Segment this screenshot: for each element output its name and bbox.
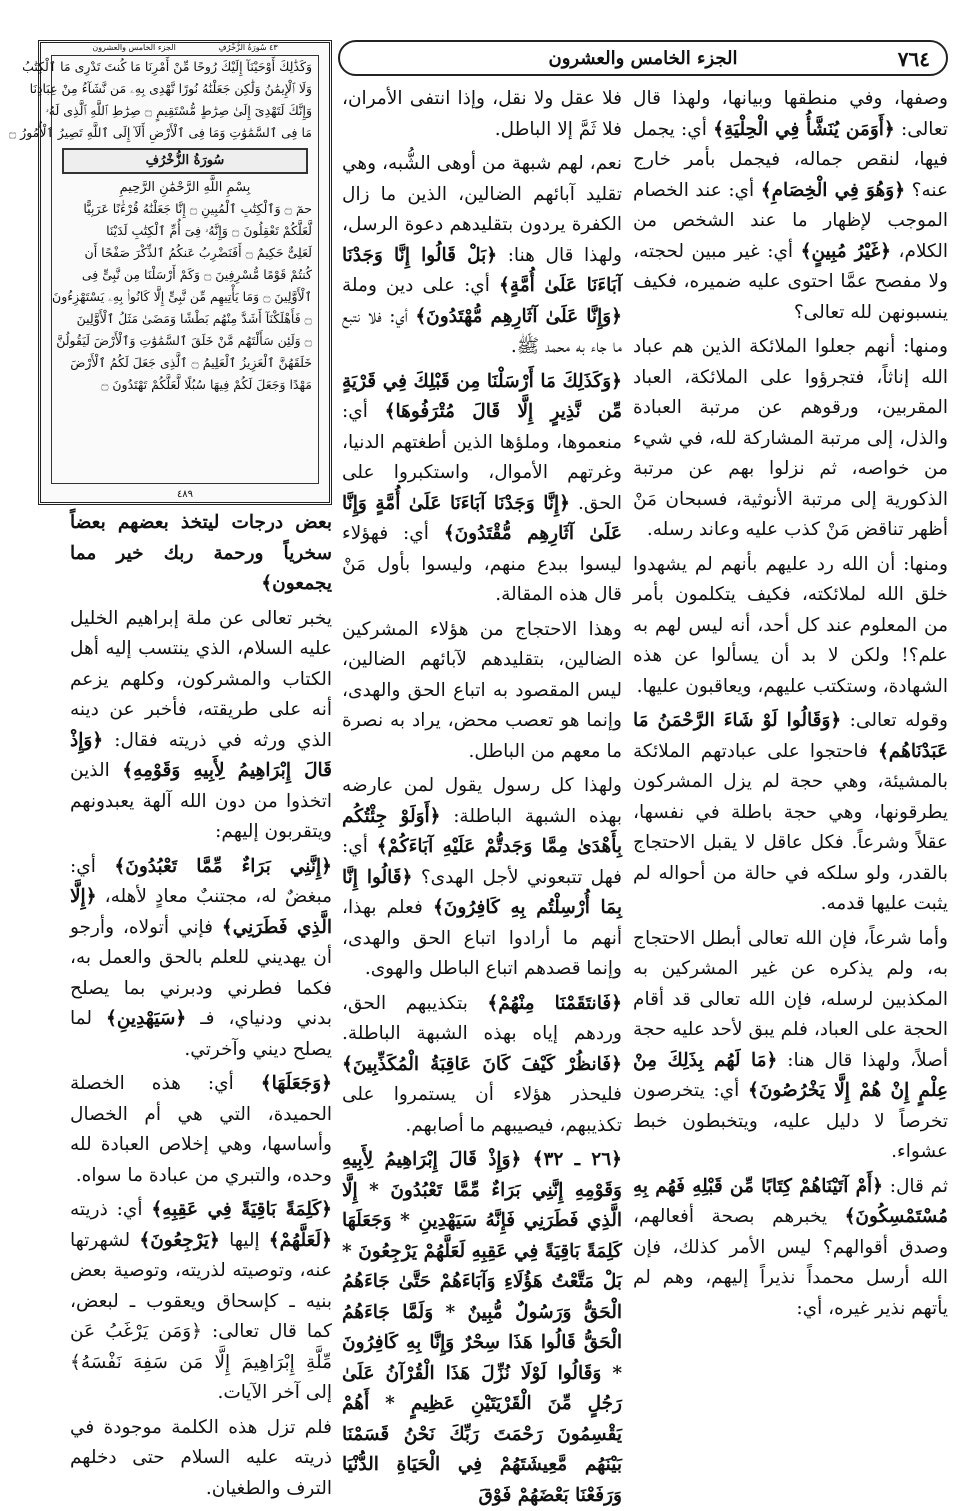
quran-quote: ﴿وَإِذْ قَالَ إِبْرَاهِيمُ لِأَبِيهِ وَقَوْمِهِ﴾	[70, 729, 332, 781]
text-run: وقوله تعالى:	[841, 710, 948, 731]
text-run: فاحتجوا على عبادتهم الملائكة بالمشيئة، وهي حجة لم يزل المشركون يطرقونها، وهي حجة باطلة في نفسها، عقلاً وشرعاً. فكل عاقل لا يقبل الاحتجاج بالقدر، ولو سلكه في حالة من أحواله لم يثبت عليها قدمه.	[633, 740, 948, 914]
text-run: وهذا الاحتجاج من هؤلاء المشركين الضالين، بتقليدهم لآبائهم الضالين، ليس المقصود به اتباع الحق والهدى، وإنما هو تعصب محض، يراد به نصرة ما معهم من الباطل.	[342, 618, 622, 762]
quran-quote: ﴿قَالُوا إِنَّا بِمَا أُرْسِلْتُم بِهِ كَافِرُونَ﴾	[342, 866, 622, 918]
paragraph	[342, 367, 622, 611]
quran-quote: ﴿إِنَّنِي بَرَاءٌ مِّمَّا تَعْبُدُونَ﴾	[114, 855, 333, 877]
quran-quote: ﴿وَإِنَّا عَلَىٰ آثَارِهِم مُّهْتَدُونَ﴾	[415, 305, 622, 327]
quran-quote: ﴿غَيْرُ مُبِينٍ﴾	[800, 240, 892, 262]
quran-quote: ﴿فَانظُرْ كَيْفَ كَانَ عَاقِبَةُ الْمُكَذِّبِينَ﴾	[342, 1053, 622, 1075]
part-title: الجزء الخامس والعشرون	[548, 48, 738, 69]
paragraph	[633, 706, 948, 920]
mushaf-line: كُنتُمْ قَوْمًا مُّسْرِفِينَ ۝ وَكَمْ أَرْسَلْنَا مِن نَّبِىٍّ فِى	[81, 267, 312, 282]
quran-quote: ﴿أَوَمَن يُنَشَّأُ فِي الْحِلْيَةِ﴾	[713, 118, 895, 140]
mushaf-line: ٱلْأَوَّلِينَ ۝ وَمَا يَأْتِيهِم مِّن نَّبِىٍّ إِلَّا كَانُوا۟ بِهِۦ يَسْتَهْزِءُونَ	[52, 289, 312, 304]
paragraph	[70, 508, 332, 600]
quran-quote: ﴿لَعَلَّهُمْ﴾	[268, 1229, 332, 1251]
mushaf-text-frame	[8, 55, 319, 484]
text-run: أي: غير مبين لحجته، ولا مفصح عمَّا احتوى عليه ضميره، فكيف ينسبونهن لله تعالى؟	[633, 240, 948, 323]
text-run: يخبر تعالى عن ملة إبراهيم الخليل عليه السلام، الذي ينتسب إليه أهل الكتاب والمشركون، وكلهم يزعم أنه على طريقته، فأخبر عن دينه الذي ورثه في ذريته فقال:	[70, 607, 332, 751]
text-run: أي: فهل تتبعوني لأجل الهدى؟	[342, 836, 622, 888]
quran-quote: بعض درجات ليتخذ بعضهم بعضاً سخرياً ورحمة ربك خير مما يجمعون﴾	[70, 512, 332, 594]
quran-quote: ﴿أَوَلَوْ جِئْتُكُم بِأَهْدَىٰ مِمَّا وَجَدتُّمْ عَلَيْهِ آبَاءَكُمْ﴾	[342, 805, 623, 857]
surah-banner: سُورَةُ الزُّخْرُفِ	[62, 148, 308, 174]
quran-quote: ﴿كَلِمَةً بَاقِيَةً فِي عَقِبِهِ﴾	[151, 1199, 332, 1220]
quran-quote: ﴿بَلْ قَالُوا إِنَّا وَجَدْنَا آبَاءَنَا عَلَىٰ أُمَّةٍ﴾	[342, 244, 622, 296]
page-header	[338, 40, 948, 76]
text-run: لما يصلح ديني وآخرتي.	[70, 1008, 332, 1060]
text-run: أي: فهؤلاء ليسوا ببدع منهم، وليسوا بأول مَنْ قال هذه المقالة.	[342, 523, 622, 605]
quran-quote: ﴿وَهُوَ فِي الْخِصَامِ﴾	[760, 179, 906, 201]
text-run: بتكذيبهم الحق، وردهم إياه بهذه الشبهة الباطلة.	[342, 992, 622, 1044]
paragraph	[342, 149, 622, 363]
paragraph	[633, 1172, 948, 1325]
paragraph	[70, 604, 332, 848]
paragraph	[342, 771, 622, 985]
mushaf-line: حمٓ ۝ وَٱلْكِتَٰبِ ٱلْمُبِينِ ۝ إِنَّا جَعَلْنَٰهُ قُرْءَٰنًا عَرَبِيًّا	[83, 201, 312, 216]
basmala: بِسْمِ اللَّهِ الرَّحْمَٰنِ الرَّحِيمِ	[119, 180, 251, 195]
text-run: لشهرتها عنه، وتوصيته لذريته، وتوصية بعض بنيه ـ كإسحاق ويعقوب ـ لبعض، كما قال تعالى: ﴿وَمَن يَرْغَبُ عَن مِّلَّةِ إِبْرَاهِيمَ إِلَّا مَن سَفِهَ نَفْسَهُ﴾ إلى آخر الآيات.	[70, 1229, 332, 1403]
quran-quote: ﴿مَا لَهُم بِذَلِكَ مِنْ عِلْمٍ إِنْ هُمْ إِلَّا يَخْرُصُونَ﴾	[633, 1049, 948, 1101]
quran-quote: ﴿٢٦ ـ ٣٢﴾ ﴿وَإِذْ قَالَ إِبْرَاهِيمُ لِأَبِيهِ وَقَوْمِهِ إِنَّنِي بَرَاءٌ مِّمَّا تَعْبُدُونَ * إِلَّا الَّذِي فَطَرَنِي فَإِنَّهُ سَيَهْدِينِ * وَجَعَلَهَا كَلِمَةً بَاقِيَةً فِي عَقِبِهِ لَعَلَّهُمْ يَرْجِعُونَ * بَلْ مَتَّعْتُ هَؤُلَاءِ وَآبَاءَهُمْ حَتَّىٰ جَاءَهُمُ الْحَقُّ وَرَسُولٌ مُّبِينٌ * وَلَمَّا جَاءَهُمُ الْحَقُّ قَالُوا هَذَا سِحْرٌ وَإِنَّا بِهِ كَافِرُونَ * وَقَالُوا لَوْلَا نُزِّلَ هَذَا الْقُرْآنُ عَلَىٰ رَجُلٍ مِّنَ الْقَرْيَتَيْنِ عَظِيمٍ * أَهُمْ يَقْسِمُونَ رَحْمَتَ رَبِّكَ نَحْنُ قَسَمْنَا بَيْنَهُم مَّعِيشَتَهُمْ فِي الْحَيَاةِ الدُّنْيَا وَرَفَعْنَا بَعْضَهُمْ فَوْقَ	[342, 1149, 622, 1506]
text-run: وأما شرعاً، فإن الله تعالى أبطل الاحتجاج به، ولم يذكره عن غير المشركين به المكذبين لرسله، فإن الله تعالى قد أقام الحجة على العباد، فلم يبق لأحد عليه حجة أصلاً، ولهذا قال هنا:	[633, 927, 949, 1071]
mushaf-lines-top	[8, 56, 318, 144]
text-run: فإني أتولاه، وأرجو أن يهديني للعلم بالحق والعمل به، فكما فطرني ودبرني بما يصلح بدني ودنياي، فـ	[70, 916, 332, 1029]
paragraph	[342, 615, 622, 768]
mushaf-line: مَا فِى ٱلسَّمَٰوَٰتِ وَمَا فِى ٱلْأَرْضِ أَلَآ إِلَى ٱللَّهِ تَصِيرُ ٱلْأُمُورُ ۝	[8, 125, 312, 140]
paragraph	[633, 332, 948, 546]
paragraph	[70, 1195, 332, 1409]
mushaf-part-label: الجزء الخامس والعشرون	[92, 43, 176, 52]
text-run: أي: يجمل فيها، لنقص جماله، فيجمل بأمر خارج عنه؟	[633, 118, 948, 201]
text-run: أي: يتخرصون تخرصاً لا دليل عليه، ويتخبطون خبط عشواء.	[633, 1080, 948, 1162]
quran-quote: ﴿فَانتَقَمْنَا مِنْهُمْ﴾	[487, 992, 623, 1014]
mushaf-line: وَإِنَّكَ لَتَهْدِىٓ إِلَىٰ صِرَٰطٍ مُّسْتَقِيمٍ ۝ صِرَٰطِ ٱللَّهِ ٱلَّذِى لَهُۥ	[45, 103, 312, 118]
text-column-middle	[342, 84, 623, 1506]
text-run: يخبرهم بصحة أفعالهم، وصدق أقوالهم؟ ليس الأمر كذلك، فإن الله أرسل محمداً نذيراً إليهم، وهم لم يأتهم نذير غيره، أي:	[633, 1206, 948, 1319]
text-run: فليحذر هؤلاء أن يستمروا على تكذيبهم، فيصيبهم ما أصابهم.	[342, 1084, 622, 1136]
quran-quote: ﴿يَرْجِعُونَ﴾	[139, 1229, 220, 1251]
text-run: وصفها، وفي منطقها وبيانها، ولهذا قال تعالى:	[633, 88, 948, 140]
quran-quote: ﴿وَجَعَلَهَا﴾	[260, 1073, 332, 1094]
paragraph	[633, 550, 948, 703]
paragraph	[70, 852, 332, 1066]
page-number: ٧٦٤	[897, 47, 930, 71]
text-run: إليها	[219, 1229, 269, 1251]
quran-quote: ﴿وَكَذَلِكَ مَا أَرْسَلْنَا مِن قَبْلِكَ فِي قَرْيَةٍ مِّن نَّذِيرٍ إِلَّا قَالَ مُتْرَفُوهَا﴾	[342, 370, 623, 422]
text-column-left	[70, 508, 333, 1499]
text-run: أي: منعموها، وملؤها الذين أطغتهم الدنيا، وغرتهم الأموال، واستكبروا على الحق.	[342, 401, 622, 514]
mushaf-line: ۝ فَأَهْلَكْنَآ أَشَدَّ مِنْهُم بَطْشًا وَمَضَىٰ مَثَلُ ٱلْأَوَّلِينَ	[76, 311, 312, 326]
quran-quote: ﴿إِلَّا الَّذِي فَطَرَنِي﴾	[70, 886, 332, 938]
paragraph	[70, 1413, 332, 1505]
paragraph	[633, 84, 948, 328]
paragraph	[342, 1145, 622, 1511]
text-run: فلم تزل هذه الكلمة موجودة في ذريته عليه السلام حتى دخلهم الترف والطغيان.	[70, 1416, 332, 1499]
paragraph	[70, 1069, 332, 1191]
mushaf-line: ۝ وَلَئِن سَأَلْتَهُم مَّنْ خَلَقَ ٱلسَّمَٰوَٰتِ وَٱلْأَرْضَ لَيَقُولُنَّ	[56, 333, 312, 348]
text-column-right	[633, 84, 948, 1364]
mushaf-line: خَلَقَهُنَّ ٱلْعَزِيزُ ٱلْعَلِيمُ ۝ ٱلَّذِى جَعَلَ لَكُمُ ٱلْأَرْضَ	[70, 355, 312, 370]
mushaf-line: وَكَذَٰلِكَ أَوْحَيْنَآ إِلَيْكَ رُوحًا مِّنْ أَمْرِنَا مَا كُنتَ تَدْرِى مَا ٱلْكِتَٰبُ	[22, 59, 312, 74]
quran-quote: ﴿أَمْ آتَيْنَاهُمْ كِتَابًا مِّن قَبْلِهِ فَهُم بِهِ مُسْتَمْسِكُونَ﴾	[633, 1175, 948, 1227]
paragraph	[633, 924, 948, 1168]
text-run: الذين اتخذوا من دون الله آلهة يعبدونهم ويتقربون إليهم:	[70, 760, 332, 842]
mushaf-excerpt	[8, 40, 332, 505]
mushaf-lines-bottom	[52, 198, 318, 396]
text-run: أي: فلا نتبع ما جاء به محمد ﷺ.	[342, 305, 622, 357]
text-run: نعم، لهم شبهة من أوهى الشُّبه، وهي تقليد آبائهم الضالين، الذين ما زال الكفرة يردون بتقليدهم دعوة الرسل، ولهذا قال هنا:	[342, 153, 622, 266]
text-run: أي: على دين وملة	[342, 275, 499, 296]
quran-quote: ﴿إِنَّا وَجَدْنَا آبَاءَنَا عَلَىٰ أُمَّةٍ وَإِنَّا عَلَىٰ آثَارِهِم مُّقْتَدُونَ﴾	[342, 492, 623, 544]
text-run: أي: ذريته	[70, 1199, 152, 1220]
text-run: ومنها: أنهم جعلوا الملائكة الذين هم عباد الله إناثاً، فتجرؤوا على الملائكة، العباد المقربين، ورقوهم عن مرتبة العبادة والذل، إلى مرتبة المشاركة لله، في شيء من خواصه، ثم نزلوا بهم عن مرتبة الذكورية إلى مرتبة الأنوثية، فسبحان مَنْ أظهر تناقض مَنْ كذب عليه وعاند رسله.	[633, 336, 948, 540]
text-run: ومنها: أن الله رد عليهم بأنهم لم يشهدوا خلق الله لملائكته، فكيف يتكلمون بأمر من المعلوم عند كل أحد، أنه ليس لهم به علم؟! ولكن لا بد أن يسألوا عن هذه الشهادة، وستكتب عليهم، ويعاقبون عليها.	[633, 553, 948, 697]
text-run: أي: مبغضٌ له، مجتنبٌ معادٍ لأهله،	[70, 855, 332, 907]
mushaf-line: لَّعَلَّكُمْ تَعْقِلُونَ ۝ وَإِنَّهُۥ فِىٓ أُمِّ ٱلْكِتَٰبِ لَدَيْنَا	[106, 223, 312, 238]
mushaf-line: لَعَلِىٌّ حَكِيمٌ ۝ أَفَنَضْرِبُ عَنكُمُ ٱلذِّكْرَ صَفْحًا أَن	[84, 245, 312, 260]
mushaf-line: مَهْدًا وَجَعَلَ لَكُمْ فِيهَا سُبُلًا لَّعَلَّكُمْ تَهْتَدُونَ ۝	[101, 377, 312, 392]
paragraph	[342, 84, 622, 145]
mushaf-surah-label: ٤٣ سُورَةُ الزُّخْرُفِ	[218, 43, 278, 52]
text-run: ثم قال:	[883, 1175, 948, 1197]
paragraph	[342, 989, 622, 1142]
mushaf-top-bar	[41, 43, 329, 55]
mushaf-page-number: ٤٨٩	[176, 489, 194, 500]
quran-quote: ﴿وَقَالُوا لَوْ شَاءَ الرَّحْمَنُ مَا عَبَدْنَاهُم﴾	[633, 710, 948, 762]
text-run: فلا عقل ولا نقل، وإذا انتفى الأمران، فلا ثَمَّ إلا الباطل.	[342, 88, 622, 140]
text-run: أي: هذه الخصلة الحميدة، التي هي أم الخصال وأساسها، وهي إخلاص العبادة لله وحده، والتبري من عبادة ما سواه.	[70, 1073, 332, 1186]
text-run: أي: عند الخصام الموجب لإظهار ما عند الشخص من الكلام،	[633, 179, 949, 262]
text-run: ولهذا كل رسول يقول لمن عارضه بهذه الشبهة الباطلة:	[342, 775, 622, 827]
mushaf-line: وَلَا ٱلْإِيمَٰنُ وَلَٰكِن جَعَلْنَٰهُ نُورًا نَّهْدِى بِهِۦ مَن نَّشَآءُ مِنْ عِبَادِنَا	[29, 81, 312, 96]
text-run: فعلم بهذا، أنهم ما أرادوا اتباع الحق والهدى، وإنما قصدهم اتباع الباطل والهوى.	[342, 897, 622, 979]
quran-quote: ﴿سَيَهْدِينِ﴾	[106, 1008, 187, 1029]
